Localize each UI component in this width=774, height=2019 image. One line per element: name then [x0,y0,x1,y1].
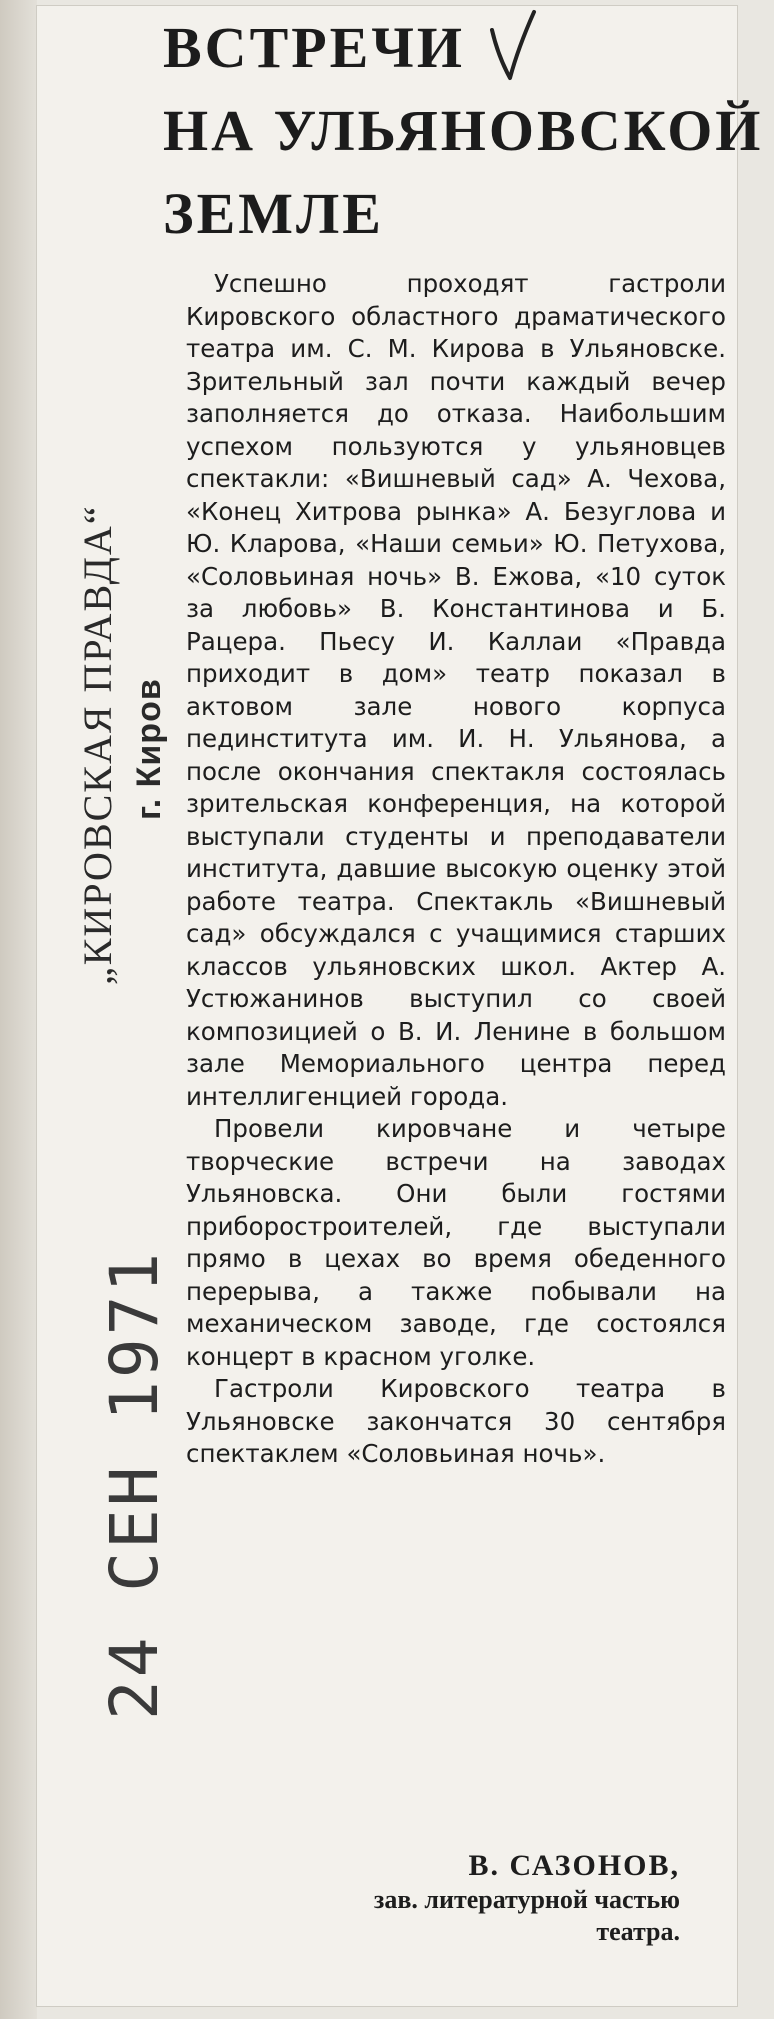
author-name: В. САЗОНОВ, [468,1849,680,1882]
paragraph-2: Провели кировчане и четыре творческие встречи на заводах Ульяновска. Они были гостями приборостроителей, где выступали прямо в цехах во время обеденного перерыва, а также побывали на механическом заводе, где состоялся концерт в красном уголке. [186,1114,726,1371]
paragraph-1: Успешно проходят гастроли Кировского областного драматического театра им. С. М. Кирова в Ульяновске. Зрительный зал почти каждый вечер заполняется до отказа. Наибольшим успехом пользуются у ульяновцев спектакли: «Вишневый сад» А. Чехова, «Конец Хитрова рынка» А. Безуглова и Ю. Кларова, «Наши семьи» Ю. Петухова, «Соловьиная ночь» В. Ежова, «10 суток за любовь» В. Константинова и Б. Рацера. Пьесу И. Каллаи «Правда приходит в дом» театр показал в актовом зале нового корпуса пединститута им. И. Н. Ульянова, а после окончания спектакля состоялась зрительская конференция, на которой выступали студенты и преподаватели института, давшие высокую оценку этой работе театра. Спектакль «Вишневый сад» обсуждался с учащимися старших классов ульяновских школ. Актер А. Устюжанинов выступил со своей композицией о В. И. Ленине в большом зале Мемориального центра перед интеллигенцией города. [186,269,726,1111]
headline-line-2: НА УЛЬЯНОВСКОЙ [163,98,764,163]
date-stamp: 24 СЕН 1971 [96,1249,173,1720]
newspaper-name-stamp: „КИРОВСКАЯ ПРАВДА“ [75,504,120,985]
headline-line-1: ВСТРЕЧИ [163,15,466,80]
author-role: зав. литературной частью [373,1885,680,1914]
scan-edge [0,0,37,2019]
article-headline [163,6,764,255]
city-stamp: г. Киров [130,678,168,820]
author-role-continued: театра. [596,1917,680,1946]
handwritten-check-mark [488,8,538,84]
paragraph-3: Гастроли Кировского театра в Ульяновске закончатся 30 сентября спектаклем «Соловьиная ночь». [186,1374,726,1468]
headline-line-3: ЗЕМЛЕ [163,181,384,246]
author-signature [200,1848,720,1948]
article-body [186,268,726,1471]
